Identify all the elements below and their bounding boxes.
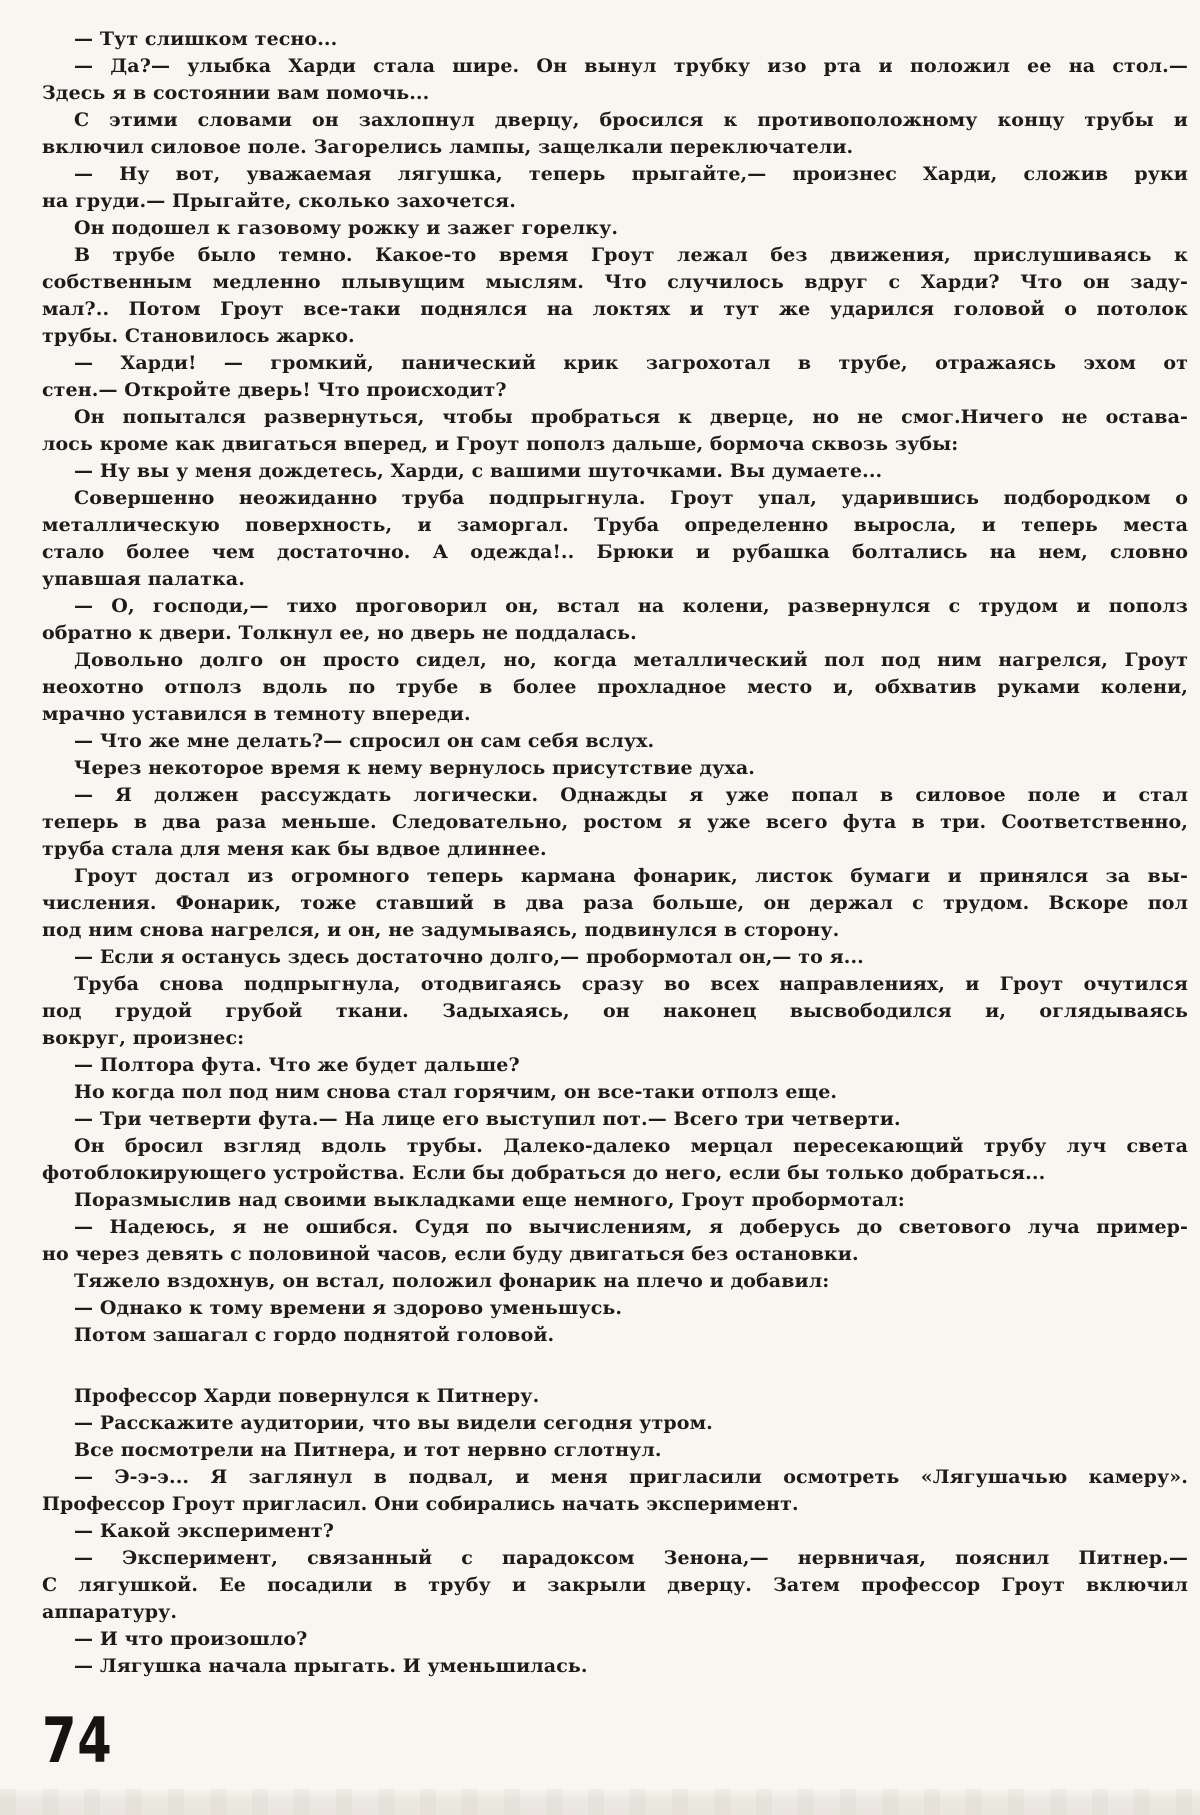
text-line: упавшая палатка. (42, 568, 245, 590)
text-line: вокруг, произнес: (42, 1027, 245, 1049)
text-line: — Я должен рассуждать логически. Однажды я уже попал в силовое поле и стал (74, 784, 1188, 806)
text-line: С лягушкой. Ее посадили в трубу и закрыли дверцу. Затем профессор Гроут включил (42, 1574, 1188, 1596)
text-line: теперь в два раза меньше. Следовательно, ростом я уже всего фута в три. Соответственно, (42, 811, 1188, 833)
text-line: Все посмотрели на Питнера, и тот нервно сглотнул. (74, 1439, 662, 1461)
text-line: — Что же мне делать?— спросил он сам себя вслух. (74, 730, 655, 752)
text-line: С этими словами он захлопнул дверцу, бросился к противоположному концу трубы и (74, 109, 1188, 131)
text-line: неохотно отполз вдоль по трубе в более прохладное место и, обхватив руками колени, (42, 676, 1188, 698)
text-line: Потом зашагал с гордо поднятой головой. (74, 1324, 555, 1346)
text-line: под ним снова нагрелся, и он, не задумываясь, подвинулся в сторону. (42, 919, 840, 941)
text-line: Но когда пол под ним снова стал горячим, он все-таки отполз еще. (74, 1081, 838, 1103)
text-line: Он бросил взгляд вдоль трубы. Далеко-далеко мерцал пересекающий трубу луч света (74, 1135, 1188, 1157)
text-line: — Однако к тому времени я здорово уменьшусь. (74, 1297, 623, 1319)
text-line: Он подошел к газовому рожку и зажег горелку. (74, 217, 619, 239)
text-line: трубы. Становилось жарко. (42, 325, 355, 347)
text-line: — Э-э-э... Я заглянул в подвал, и меня пригласили осмотреть «Лягушачью камеру». (74, 1466, 1188, 1488)
text-line: Через некоторое время к нему вернулось присутствие духа. (74, 757, 755, 779)
page-number: 74 (42, 1704, 113, 1777)
text-line: мал?.. Потом Гроут все-таки поднялся на локтях и тут же ударился головой о потолок (42, 298, 1188, 320)
text-line: Здесь я в состоянии вам помочь... (42, 82, 430, 104)
scan-bottom-edge (0, 1789, 1200, 1815)
text-line: Профессор Гроут пригласил. Они собирались начать эксперимент. (42, 1493, 799, 1515)
text-section (42, 1383, 1188, 1680)
text-line: — Тут слишком тесно... (74, 28, 338, 50)
text-line: на груди.— Прыгайте, сколько захочется. (42, 190, 516, 212)
text-line: — Расскажите аудитории, что вы видели сегодня утром. (74, 1412, 713, 1434)
text-line: обратно к двери. Толкнул ее, но дверь не поддалась. (42, 622, 637, 644)
text-line: — Харди! — громкий, панический крик загрохотал в трубе, отражаясь эхом от (74, 352, 1188, 374)
text-line: под грудой грубой ткани. Задыхаясь, он наконец высвободился и, оглядываясь (42, 1000, 1188, 1022)
text-line: — Полтора фута. Что же будет дальше? (74, 1054, 520, 1076)
text-line: Профессор Харди повернулся к Питнеру. (74, 1385, 540, 1407)
text-line: — Три четверти фута.— На лице его выступил пот.— Всего три четверти. (74, 1108, 901, 1130)
text-line: — О, господи,— тихо проговорил он, встал на колени, развернулся с трудом и пополз (74, 595, 1188, 617)
text-line: — Если я останусь здесь достаточно долго,— пробормотал он,— то я... (74, 946, 864, 968)
text-line: труба стала для меня как бы вдвое длиннее. (42, 838, 547, 860)
text-line: лось кроме как двигаться вперед, и Гроут пополз дальше, бормоча сквозь зубы: (42, 433, 959, 455)
text-line: фотоблокирующего устройства. Если бы добраться до него, если бы только добраться... (42, 1162, 1046, 1184)
text-line: мрачно уставился в темноту впереди. (42, 703, 471, 725)
text-line: — Ну вот, уважаемая лягушка, теперь прыгайте,— произнес Харди, сложив руки (74, 163, 1188, 185)
text-line: — И что произошло? (74, 1628, 308, 1650)
text-line: Поразмыслив над своими выкладками еще немного, Гроут пробормотал: (74, 1189, 905, 1211)
text-line: металлическую поверхность, и заморгал. Труба определенно выросла, и теперь места (42, 514, 1188, 536)
text-line: Тяжело вздохнув, он встал, положил фонарик на плечо и добавил: (74, 1270, 830, 1292)
text-line: Совершенно неожиданно труба подпрыгнула. Гроут упал, ударившись подбородком о (74, 487, 1188, 509)
text-line: включил силовое поле. Загорелись лампы, защелкали переключатели. (42, 136, 854, 158)
text-line: стало более чем достаточно. А одежда!.. Брюки и рубашка болтались на нем, словно (42, 541, 1188, 563)
section-break (42, 1349, 1188, 1383)
page-text-block (42, 26, 1188, 1680)
text-line: Довольно долго он просто сидел, но, когда металлический пол под ним нагрелся, Гроут (74, 649, 1188, 671)
text-section (42, 26, 1188, 1349)
text-line: — Эксперимент, связанный с парадоксом Зенона,— нервничая, пояснил Питнер.— (74, 1547, 1188, 1569)
text-line: — Да?— улыбка Харди стала шире. Он вынул трубку изо рта и положил ее на стол.— (74, 55, 1188, 77)
text-line: — Ну вы у меня дождетесь, Харди, с вашими шуточками. Вы думаете... (74, 460, 883, 482)
text-line: числения. Фонарик, тоже ставший в два раза больше, он держал с трудом. Вскоре пол (42, 892, 1188, 914)
text-line: аппаратуру. (42, 1601, 178, 1623)
text-line: В трубе было темно. Какое-то время Гроут лежал без движения, прислушиваясь к (74, 244, 1188, 266)
text-line: — Лягушка начала прыгать. И уменьшилась. (74, 1655, 588, 1677)
text-line: — Надеюсь, я не ошибся. Судя по вычислениям, я доберусь до светового луча пример- (74, 1216, 1188, 1238)
text-line: стен.— Откройте дверь! Что происходит? (42, 379, 507, 401)
text-line: Гроут достал из огромного теперь кармана фонарик, листок бумаги и принялся за вы- (74, 865, 1188, 887)
text-line: — Какой эксперимент? (74, 1520, 334, 1542)
text-line: Труба снова подпрыгнула, отодвигаясь сразу во всех направлениях, и Гроут очутился (74, 973, 1188, 995)
text-line: собственным медленно плывущим мыслям. Что случилось вдруг с Харди? Что он заду- (42, 271, 1188, 293)
text-line: Он попытался развернуться, чтобы пробраться к дверце, но не смог.Ничего не остава- (74, 406, 1188, 428)
text-line: но через девять с половиной часов, если буду двигаться без остановки. (42, 1243, 859, 1265)
